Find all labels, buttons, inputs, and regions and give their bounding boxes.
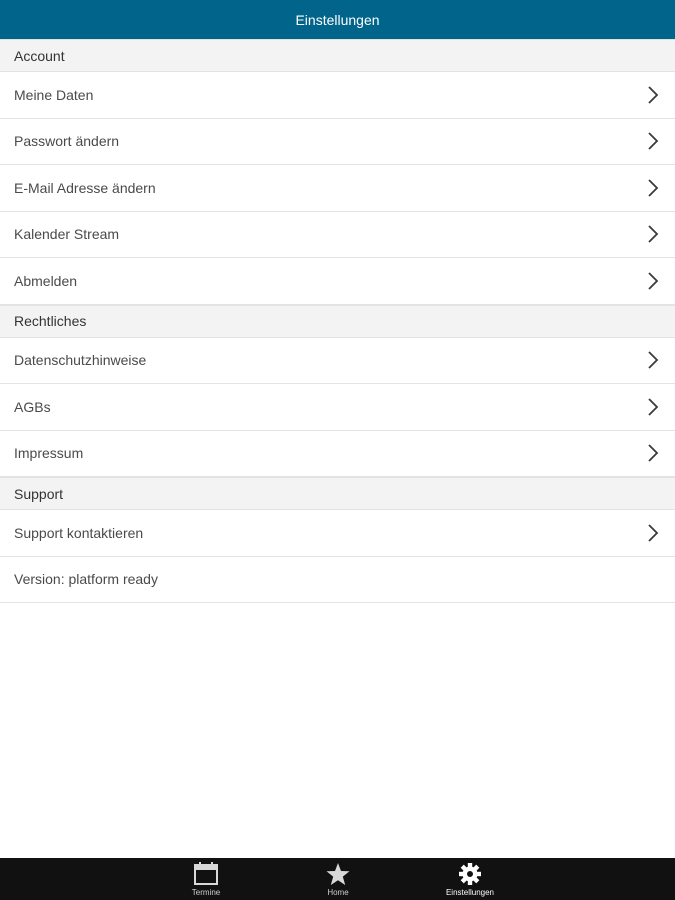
chevron-right-icon — [647, 85, 659, 105]
chevron-right-icon — [647, 523, 659, 543]
section-title: Account — [14, 47, 65, 64]
settings-item-kalender-stream[interactable] — [0, 212, 675, 259]
chevron-right-icon — [647, 397, 659, 417]
chevron-right-icon — [647, 178, 659, 198]
tab-termine[interactable] — [166, 858, 246, 900]
tab-einstellungen[interactable] — [430, 858, 510, 900]
settings-list — [0, 39, 675, 603]
section-header-account — [0, 39, 675, 72]
tab-home[interactable] — [298, 858, 378, 900]
settings-item-impressum[interactable] — [0, 431, 675, 478]
bottom-tab-bar — [0, 858, 675, 900]
settings-item-label: E-Mail Adresse ändern — [14, 179, 156, 196]
settings-item-label: Kalender Stream — [14, 226, 120, 243]
chevron-right-icon — [647, 271, 659, 291]
chevron-right-icon — [647, 443, 659, 463]
settings-item-label: AGBs — [14, 398, 51, 415]
settings-item-label: Impressum — [14, 445, 84, 462]
chevron-right-icon — [647, 131, 659, 151]
settings-item-meine-daten[interactable] — [0, 72, 675, 119]
star-icon — [325, 861, 351, 887]
page-title: Einstellungen — [295, 11, 380, 28]
settings-item-label: Support kontaktieren — [14, 524, 144, 541]
settings-item-agbs[interactable] — [0, 384, 675, 431]
section-header-rechtliches — [0, 305, 675, 338]
settings-item-support-kontaktieren[interactable] — [0, 510, 675, 557]
version-text: Version: platform ready — [14, 571, 158, 588]
settings-item-datenschutzhinweise[interactable] — [0, 338, 675, 385]
section-title: Rechtliches — [14, 313, 87, 329]
settings-item-label: Passwort ändern — [14, 133, 120, 150]
section-title: Support — [14, 485, 64, 502]
settings-item-label: Abmelden — [14, 272, 78, 289]
tab-label: Einstellungen — [445, 888, 495, 897]
version-row — [0, 557, 675, 604]
app-header — [0, 0, 675, 39]
settings-item-email-aendern[interactable] — [0, 165, 675, 212]
settings-item-label: Meine Daten — [14, 86, 94, 103]
chevron-right-icon — [647, 224, 659, 244]
tab-label: Termine — [191, 888, 221, 897]
settings-item-abmelden[interactable] — [0, 258, 675, 305]
section-header-support — [0, 477, 675, 510]
gear-icon — [457, 861, 483, 887]
chevron-right-icon — [647, 350, 659, 370]
calendar-icon — [193, 861, 219, 887]
tab-label: Home — [327, 888, 349, 897]
settings-item-label: Datenschutzhinweise — [14, 352, 147, 369]
settings-item-passwort-aendern[interactable] — [0, 119, 675, 166]
